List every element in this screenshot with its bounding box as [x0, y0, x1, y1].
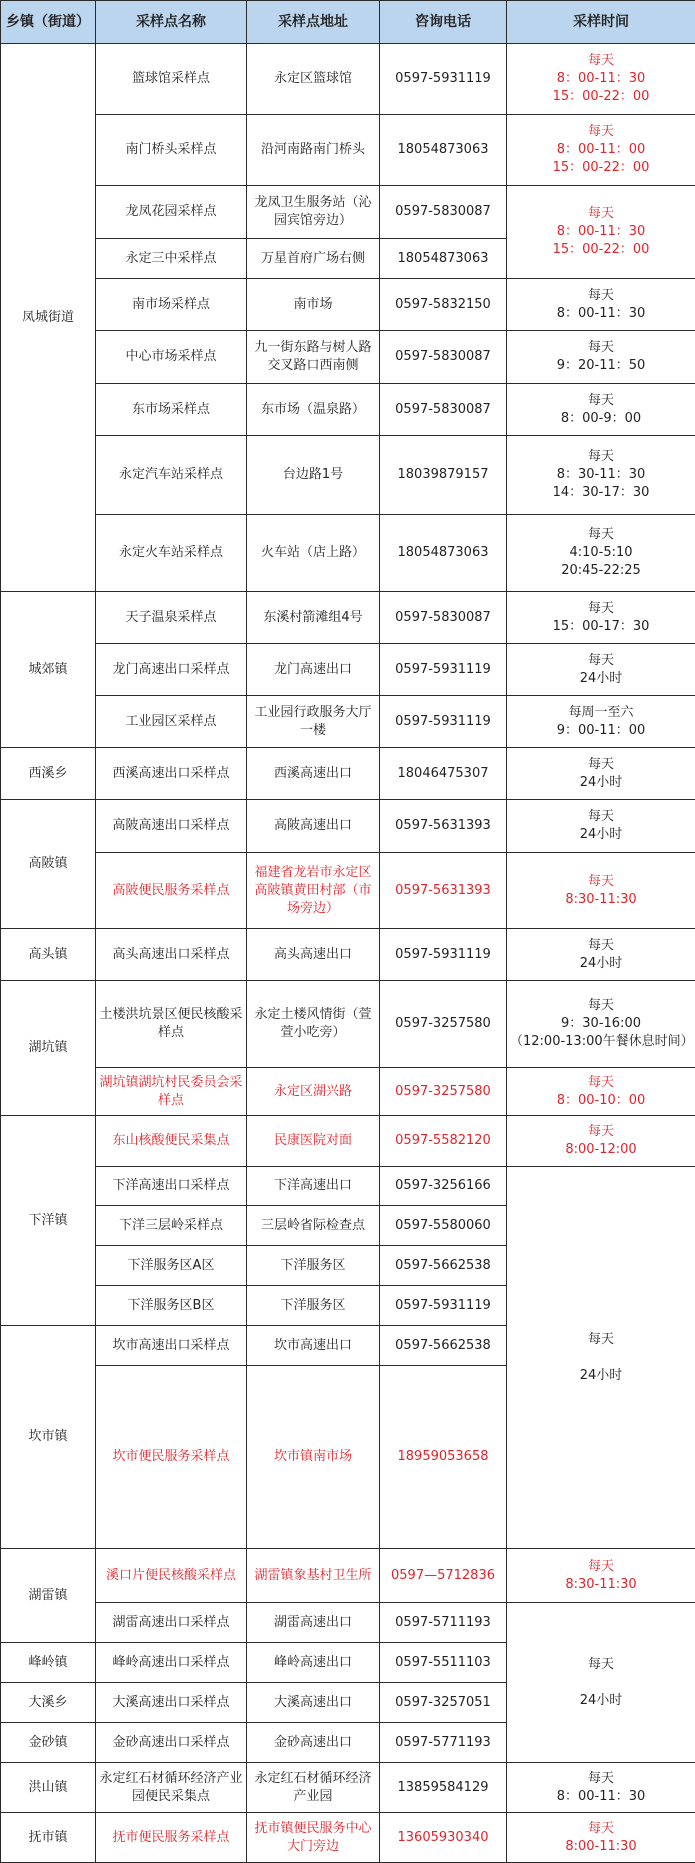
header-site-name: 采样点名称	[96, 1, 247, 44]
site-address-cell: 湖雷高速出口	[247, 1603, 380, 1643]
site-name-cell: 下洋服务区B区	[96, 1286, 247, 1326]
table-row	[1, 1167, 695, 1206]
table-row	[1, 515, 695, 592]
table-row	[1, 1813, 695, 1863]
phone-cell: 18054873063	[380, 115, 507, 186]
phone-cell: 13605930340	[380, 1813, 507, 1863]
phone-cell: 0597-5830087	[380, 384, 507, 436]
phone-cell: 0597-5931119	[380, 1286, 507, 1326]
phone-cell: 0597-5830087	[380, 331, 507, 384]
table-row	[1, 1549, 695, 1603]
table-row	[1, 748, 695, 800]
sampling-time-cell: 每周一至六 9：00-11：00	[507, 696, 695, 748]
site-name-cell: 东山核酸便民采集点	[96, 1116, 247, 1167]
phone-cell: 0597-5931119	[380, 929, 507, 981]
site-address-cell: 金砂高速出口	[247, 1723, 380, 1763]
phone-cell: 0597-5580060	[380, 1206, 507, 1246]
phone-cell: 0597-5830087	[380, 592, 507, 644]
table-row	[1, 853, 695, 929]
phone-cell: 0597-5662538	[380, 1246, 507, 1286]
site-address-cell: 下洋高速出口	[247, 1167, 380, 1206]
site-address-cell: 永定区湖兴路	[247, 1068, 380, 1116]
phone-cell: 18046475307	[380, 748, 507, 800]
sampling-time-cell: 每天 24小时	[507, 644, 695, 696]
site-name-cell: 东市场采样点	[96, 384, 247, 436]
sampling-time-cell: 每天 4:10-5:10 20:45-22:25	[507, 515, 695, 592]
sampling-time-cell: 每天 9：20-11：50	[507, 331, 695, 384]
town-cell: 湖雷镇	[1, 1549, 96, 1643]
site-address-cell: 东市场（温泉路）	[247, 384, 380, 436]
phone-cell: 0597-5830087	[380, 186, 507, 239]
table-row	[1, 1068, 695, 1116]
site-name-cell: 大溪高速出口采样点	[96, 1683, 247, 1723]
site-name-cell: 篮球馆采样点	[96, 44, 247, 115]
phone-cell: 18054873063	[380, 515, 507, 592]
site-name-cell: 西溪高速出口采样点	[96, 748, 247, 800]
phone-cell: 0597-5511103	[380, 1643, 507, 1683]
table-row	[1, 929, 695, 981]
site-name-cell: 高陂高速出口采样点	[96, 800, 247, 853]
phone-cell: 0597-5711193	[380, 1603, 507, 1643]
phone-cell: 0597-3256166	[380, 1167, 507, 1206]
table-row	[1, 331, 695, 384]
phone-cell: 0597-5931119	[380, 644, 507, 696]
phone-cell: 0597-3257580	[380, 981, 507, 1068]
site-name-cell: 金砂高速出口采样点	[96, 1723, 247, 1763]
sampling-time-cell: 每天 8：00-11：30 15：00-22：00	[507, 44, 695, 115]
sampling-time-cell: 每天 8:30-11:30	[507, 853, 695, 929]
phone-cell: 0597-5771193	[380, 1723, 507, 1763]
site-address-cell: 火车站（店上路）	[247, 515, 380, 592]
sampling-time-cell: 每天 8：00-11：30 15：00-22：00	[507, 186, 695, 279]
site-name-cell: 天子温泉采样点	[96, 592, 247, 644]
sampling-time-cell: 每天 24小时	[507, 1167, 695, 1549]
site-name-cell: 峰岭高速出口采样点	[96, 1643, 247, 1683]
sampling-time-cell: 每天 8：30-11：30 14：30-17：30	[507, 436, 695, 515]
table-row	[1, 1763, 695, 1813]
site-address-cell: 福建省龙岩市永定区高陂镇黄田村部（市场旁边）	[247, 853, 380, 929]
table-row	[1, 1603, 695, 1643]
site-address-cell: 三层岭省际检查点	[247, 1206, 380, 1246]
site-address-cell: 南市场	[247, 279, 380, 331]
town-cell: 洪山镇	[1, 1763, 96, 1813]
site-name-cell: 抚市便民服务采样点	[96, 1813, 247, 1863]
table-row	[1, 186, 695, 239]
sampling-time-cell: 每天 15：00-17：30	[507, 592, 695, 644]
table-row	[1, 436, 695, 515]
site-address-cell: 峰岭高速出口	[247, 1643, 380, 1683]
town-cell: 金砂镇	[1, 1723, 96, 1763]
sampling-time-cell: 每天 24小时	[507, 800, 695, 853]
sampling-time-cell: 每天 8：00-10：00	[507, 1068, 695, 1116]
phone-cell: 18054873063	[380, 239, 507, 279]
table-row	[1, 644, 695, 696]
site-name-cell: 永定红石材循环经济产业园便民采集点	[96, 1763, 247, 1813]
phone-cell: 18959053658	[380, 1366, 507, 1549]
site-name-cell: 永定汽车站采样点	[96, 436, 247, 515]
phone-cell: 0597-3257580	[380, 1068, 507, 1116]
town-cell: 大溪乡	[1, 1683, 96, 1723]
site-name-cell: 永定火车站采样点	[96, 515, 247, 592]
sampling-time-cell: 每天 9：30-16:00 （12:00-13:00午餐休息时间）	[507, 981, 695, 1068]
site-address-cell: 下洋服务区	[247, 1246, 380, 1286]
table-row	[1, 384, 695, 436]
phone-cell: 0597-5662538	[380, 1326, 507, 1366]
site-address-cell: 坎市镇南市场	[247, 1366, 380, 1549]
site-name-cell: 永定三中采样点	[96, 239, 247, 279]
site-address-cell: 台边路1号	[247, 436, 380, 515]
phone-cell: 13859584129	[380, 1763, 507, 1813]
header-row	[1, 1, 695, 44]
site-address-cell: 永定区篮球馆	[247, 44, 380, 115]
phone-cell: 0597-5631393	[380, 853, 507, 929]
header-phone: 咨询电话	[380, 1, 507, 44]
site-address-cell: 民康医院对面	[247, 1116, 380, 1167]
site-name-cell: 下洋高速出口采样点	[96, 1167, 247, 1206]
table-row	[1, 800, 695, 853]
site-address-cell: 沿河南路南门桥头	[247, 115, 380, 186]
town-cell: 抚市镇	[1, 1813, 96, 1863]
table-row	[1, 1116, 695, 1167]
phone-cell: 0597—5712836	[380, 1549, 507, 1603]
site-name-cell: 南门桥头采样点	[96, 115, 247, 186]
phone-cell: 0597-3257051	[380, 1683, 507, 1723]
phone-cell: 0597-5931119	[380, 696, 507, 748]
site-name-cell: 坎市高速出口采样点	[96, 1326, 247, 1366]
site-address-cell: 西溪高速出口	[247, 748, 380, 800]
header-site-address: 采样点地址	[247, 1, 380, 44]
sampling-time-cell: 每天 8:30-11:30	[507, 1549, 695, 1603]
town-cell: 高头镇	[1, 929, 96, 981]
sampling-time-cell: 每天 8:00-12:00	[507, 1116, 695, 1167]
sampling-time-cell: 每天 8:00-11:30	[507, 1813, 695, 1863]
site-address-cell: 湖雷镇象基村卫生所	[247, 1549, 380, 1603]
site-name-cell: 工业园区采样点	[96, 696, 247, 748]
site-address-cell: 龙门高速出口	[247, 644, 380, 696]
town-cell: 坎市镇	[1, 1326, 96, 1549]
site-name-cell: 高头高速出口采样点	[96, 929, 247, 981]
site-name-cell: 下洋三层岭采样点	[96, 1206, 247, 1246]
phone-cell: 0597-5631393	[380, 800, 507, 853]
town-cell: 峰岭镇	[1, 1643, 96, 1683]
site-address-cell: 高头高速出口	[247, 929, 380, 981]
phone-cell: 0597-5931119	[380, 44, 507, 115]
site-name-cell: 溪口片便民核酸采样点	[96, 1549, 247, 1603]
sampling-time-cell: 每天 8：00-11：30	[507, 279, 695, 331]
site-address-cell: 大溪高速出口	[247, 1683, 380, 1723]
site-name-cell: 高陂便民服务采样点	[96, 853, 247, 929]
site-address-cell: 高陂高速出口	[247, 800, 380, 853]
table-row	[1, 279, 695, 331]
sampling-time-cell: 每天 8：00-9：00	[507, 384, 695, 436]
phone-cell: 18039879157	[380, 436, 507, 515]
phone-cell: 0597-5832150	[380, 279, 507, 331]
site-address-cell: 龙凤卫生服务站（沁园宾馆旁边）	[247, 186, 380, 239]
phone-cell: 0597-5582120	[380, 1116, 507, 1167]
site-name-cell: 中心市场采样点	[96, 331, 247, 384]
town-cell: 下洋镇	[1, 1116, 96, 1326]
site-name-cell: 土楼洪坑景区便民核酸采样点	[96, 981, 247, 1068]
table-row	[1, 44, 695, 115]
table-row	[1, 592, 695, 644]
sampling-time-cell: 每天 24小时	[507, 929, 695, 981]
table-row	[1, 981, 695, 1068]
table-row	[1, 115, 695, 186]
site-address-cell: 永定土楼风情街（萱萱小吃旁）	[247, 981, 380, 1068]
town-cell: 高陂镇	[1, 800, 96, 929]
site-address-cell: 东溪村箭滩组4号	[247, 592, 380, 644]
site-name-cell: 龙凤花园采样点	[96, 186, 247, 239]
site-name-cell: 下洋服务区A区	[96, 1246, 247, 1286]
site-address-cell: 永定红石材循环经济产业园	[247, 1763, 380, 1813]
site-name-cell: 湖坑镇湖坑村民委员会采样点	[96, 1068, 247, 1116]
sampling-time-cell: 每天 8：00-11：00 15：00-22：00	[507, 115, 695, 186]
site-address-cell: 九一街东路与树人路交叉路口西南侧	[247, 331, 380, 384]
site-address-cell: 万星首府广场右侧	[247, 239, 380, 279]
site-address-cell: 下洋服务区	[247, 1286, 380, 1326]
sampling-time-cell: 每天 24小时	[507, 748, 695, 800]
header-town: 乡镇（街道）	[1, 1, 96, 44]
site-address-cell: 坎市高速出口	[247, 1326, 380, 1366]
sampling-time-cell: 每天 24小时	[507, 1603, 695, 1763]
town-cell: 凤城街道	[1, 44, 96, 592]
site-name-cell: 南市场采样点	[96, 279, 247, 331]
town-cell: 西溪乡	[1, 748, 96, 800]
sampling-time-cell: 每天 8：00-11：30	[507, 1763, 695, 1813]
site-name-cell: 坎市便民服务采样点	[96, 1366, 247, 1549]
site-address-cell: 工业园行政服务大厅一楼	[247, 696, 380, 748]
town-cell: 城郊镇	[1, 592, 96, 748]
town-cell: 湖坑镇	[1, 981, 96, 1116]
table-row	[1, 696, 695, 748]
site-name-cell: 湖雷高速出口采样点	[96, 1603, 247, 1643]
site-address-cell: 抚市镇便民服务中心大门旁边	[247, 1813, 380, 1863]
site-name-cell: 龙门高速出口采样点	[96, 644, 247, 696]
header-sampling-time: 采样时间	[507, 1, 695, 44]
